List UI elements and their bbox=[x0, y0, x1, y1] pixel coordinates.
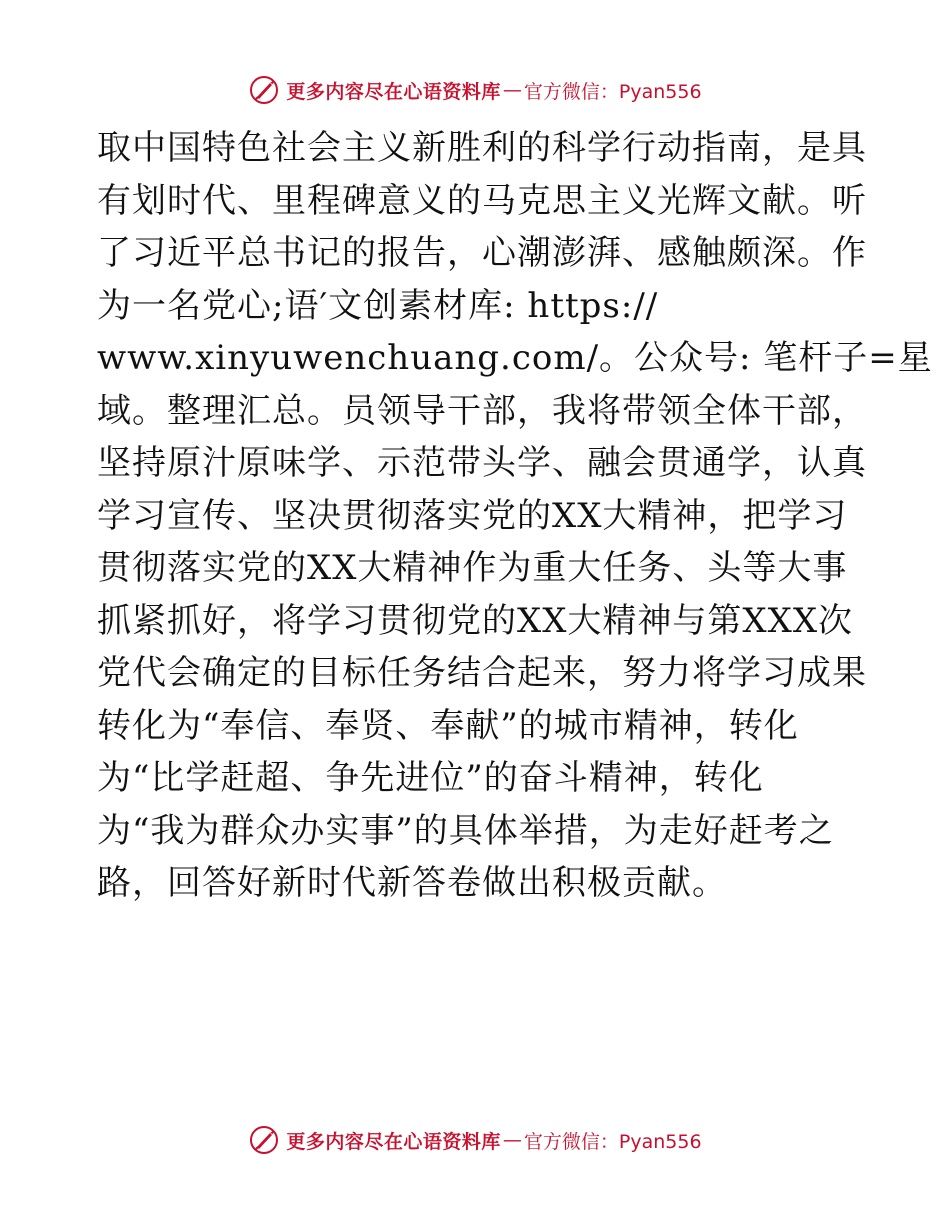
body-line: 党代会确定的目标任务结合起来，努力将学习成果 bbox=[97, 653, 867, 693]
header-separator: — bbox=[502, 79, 522, 101]
quill-pen-logo-icon bbox=[248, 1124, 280, 1156]
body-line: 贯彻落实党的XX大精神作为重大任务、头等大事 bbox=[97, 548, 848, 588]
body-line: 域。整理汇总。员领导干部，我将带领全体干部， bbox=[97, 390, 867, 431]
body-line: 取中国特色社会主义新胜利的科学行动指南，是具 bbox=[97, 128, 867, 168]
body-line: 学习宣传、坚决贯彻落实党的XX大精神，把学习 bbox=[97, 495, 848, 536]
body-line: 了习近平总书记的报告，心潮澎湃、感触颇深。作 bbox=[97, 233, 867, 273]
document-body bbox=[97, 122, 933, 910]
footer-wechat-text: 官方微信：Pyan556 bbox=[523, 1130, 702, 1153]
body-line: www.xinyuwenchuang.com/。公众号: 笔杆子=星 bbox=[97, 338, 933, 378]
body-line: 为“比学赶超、争先进位”的奋斗精神，转化 bbox=[97, 758, 764, 798]
body-line: 为“我为群众办实事”的具体举措，为走好赶考之 bbox=[97, 810, 834, 851]
footer-watermark bbox=[0, 1120, 950, 1160]
body-line: 路，回答好新时代新答卷做出积极贡献。 bbox=[97, 863, 727, 903]
header-watermark bbox=[0, 70, 950, 110]
body-line: 抓紧抓好，将学习贯彻党的XX大精神与第XXX次 bbox=[97, 600, 854, 641]
header-brand-text: 更多内容尽在心语资料库 bbox=[286, 80, 501, 103]
body-line: 转化为“奉信、奉贤、奉献”的城市精神，转化 bbox=[97, 705, 799, 746]
body-line: 为一名党心;语′文创素材库: https:// bbox=[97, 285, 659, 326]
body-line: 坚持原汁原味学、示范带头学、融会贯通学，认真 bbox=[97, 443, 867, 483]
body-line: 有划时代、里程碑意义的马克思主义光辉文献。听 bbox=[97, 180, 867, 221]
footer-separator: — bbox=[502, 1129, 522, 1151]
header-wechat-text: 官方微信：Pyan556 bbox=[523, 80, 702, 103]
footer-brand-text: 更多内容尽在心语资料库 bbox=[286, 1130, 501, 1153]
quill-pen-logo-icon bbox=[248, 74, 280, 106]
